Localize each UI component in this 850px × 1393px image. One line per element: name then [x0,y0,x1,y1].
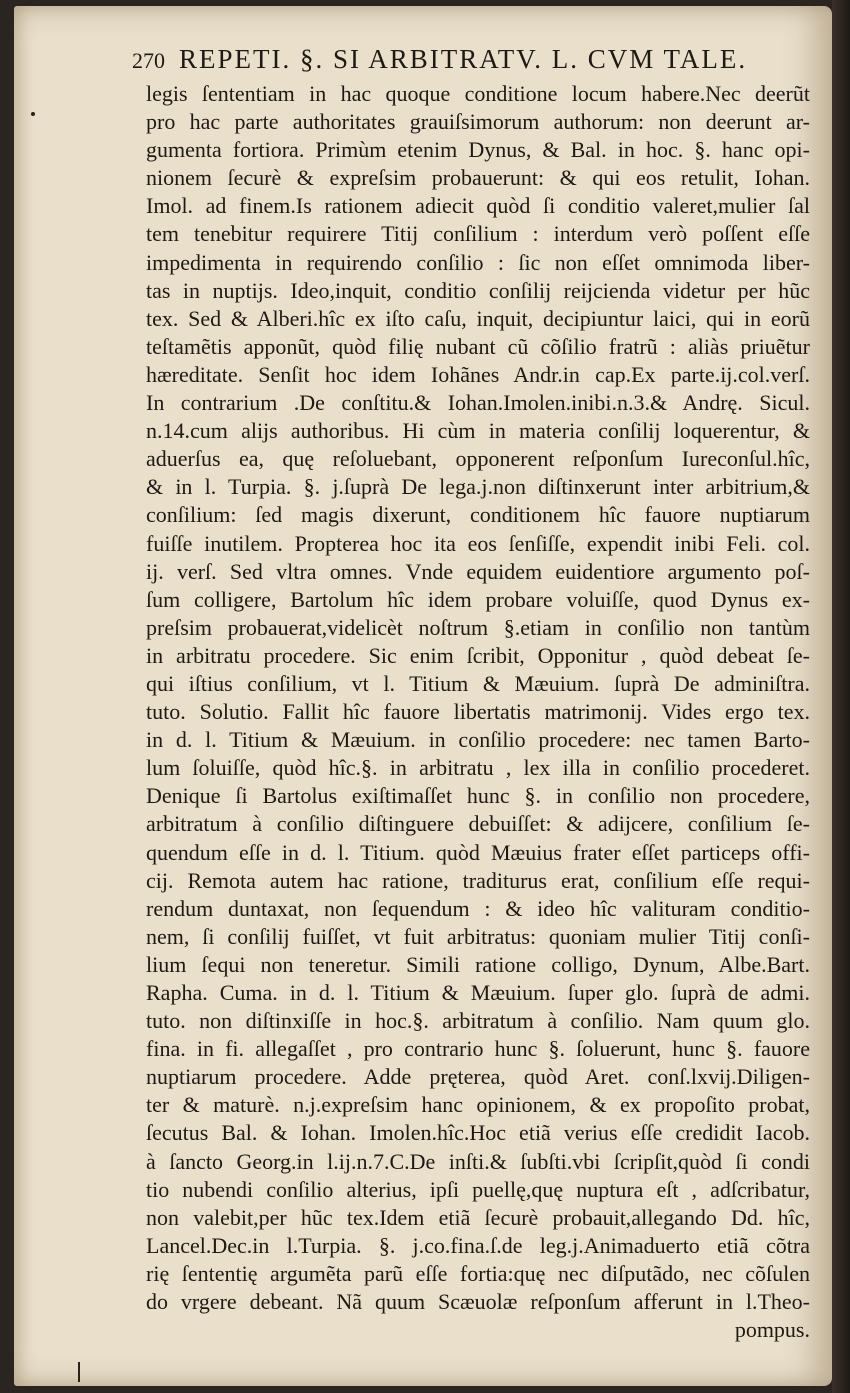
text-line: cij. Remota autem hac ratione, traditurus erat, conſilium eſſe requi- [146,867,810,893]
text-line: rię ſententię argumẽta parũ eſſe fortia:quę nec diſputãdo, nec cõſulen [146,1260,810,1286]
text-line: quendum eſſe in d. l. Titium. quòd Mæuius frater eſſet particeps offi- [146,839,810,865]
text-line: rendum duntaxat, non ſequendum : & ideo hîc valituram conditio- [146,895,810,921]
text-line: hæreditate. Senſit hoc idem Iohãnes Andr.in cap.Ex parte.ij.col.verſ. [146,361,810,387]
text-line: qui iſtius conſilium, vt l. Titium & Mæuium. ſuprà De adminiſtra. [146,670,810,696]
text-line: arbitratum à conſilio diſtinguere debuiſſet: & adijcere, conſilium ſe- [146,811,810,837]
gutter-mark [78,1362,86,1382]
text-line: fuiſſe inutilem. Propterea hoc ita eos ſenſiſſe, expendit inibi Feli. col. [146,530,810,556]
text-line: tex. Sed & Alberi.hîc ex iſto caſu, inquit, decipiuntur laici, qui in eorũ [146,305,810,331]
text-line: Lancel.Dec.in l.Turpia. §. j.co.fina.ſ.de leg.j.Animaduerto etiã cõtra [146,1232,810,1258]
text-line: conſilium: ſed magis dixerunt, conditionem hîc fauore nuptiarum [146,502,810,528]
ink-dot [31,112,35,116]
text-line: Rapha. Cuma. in d. l. Titium & Mæuium. ſuper glo. ſuprà de admi. [146,980,810,1005]
text-line: fina. in fi. allegaſſet , pro contrario hunc §. ſoluerunt, hunc §. fauore [146,1036,810,1062]
text-line: aduerſus ea, quę reſoluebant, opponerent reſponſum Iureconſul.hîc, [146,446,810,472]
book-edge [832,0,850,1393]
text-line: legis ſententiam in hac quoque conditione locum habere.Nec deerũt [146,81,810,106]
text-line: in arbitratu procedere. Sic enim ſcribit, Opponitur , quòd debeat ſe- [146,642,810,668]
text-line: gumenta fortiora. Primùm etenim Dynus, & Bal. in hoc. §. hanc opi- [146,137,810,163]
text-line: tuto. non diſtinxiſſe in hoc.§. arbitratum à conſilio. Nam quum glo. [146,1008,810,1034]
text-line: n.14.cum alijs authoribus. Hi cùm in materia conſilij loquerentur, & [146,418,810,444]
text-line: nuptiarum procedere. Adde pręterea, quòd Aret. conſ.lxvij.Diligen- [146,1064,810,1090]
text-line: ij. verſ. Sed vltra omnes. Vnde equidem euidentiore argumento poſ- [146,558,810,584]
running-title: REPETI. §. SI ARBITRATV. L. CVM TALE. [179,44,748,74]
text-line: tem tenebitur requirere Titij conſilium : interdum verò poſſent eſſe [146,221,810,247]
text-line: teſtamẽtis apponũt, quòd filię nubant cũ cõſilio fratrũ : aliàs priuẽtur [146,333,810,359]
text-line: pro hac parte authoritates grauiſsimorum authorum: non deerunt ar- [146,109,810,135]
text-line: lum ſoluiſſe, quòd hîc.§. in arbitratu , lex illa in conſilio procederet. [146,755,810,781]
text-line: In contrarium .De conſtitu.& Iohan.Imolen.inibi.n.3.& Andrę. Sicul. [146,390,810,416]
body-text [146,80,810,1344]
running-header [132,44,812,75]
text-line: non valebit,per hũc tex.Idem etiã ſecurè probauit,allegando Dd. hîc, [146,1204,810,1230]
page-number: 270 [132,48,165,73]
text-line: nionem ſecurè & expreſsim probauerunt: & qui eos retulit, Iohan. [146,165,810,191]
text-line: tas in nuptijs. Ideo,inquit, conditio conſilij reijcienda videtur per hũc [146,277,810,303]
catchword: pompus. [734,1317,810,1343]
text-line: tio nubendi conſilio alterius, ipſi puellę,quę nuptura eſt , adſcribatur, [146,1176,810,1202]
text-line: impedimenta in requirendo conſilio : ſic non eſſet omnimoda liber- [146,249,810,275]
text-line: in d. l. Titium & Mæuium. in conſilio procedere: nec tamen Barto- [146,727,810,753]
text-line: ter & maturè. n.j.expreſsim hanc opinionem, & ex propoſito probat, [146,1092,810,1118]
text-line: ſecutus Bal. & Iohan. Imolen.hîc.Hoc etiã verius eſſe credidit Iacob. [146,1120,810,1146]
text-line: à ſancto Georg.in l.ij.n.7.C.De inſti.& ſubſti.vbi ſcripſit,quòd ſi condi [146,1148,810,1174]
text-line: tuto. Solutio. Fallit hîc fauore libertatis matrimonij. Vides ergo tex. [146,699,810,725]
text-line: ſum colligere, Bartolum hîc idem probare voluiſſe, quod Dynus ex- [146,586,810,612]
text-line: Denique ſi Bartolus exiſtimaſſet hunc §. in conſilio non procedere, [146,783,810,809]
text-line: lium ſequi non teneretur. Simili ratione colligo, Dynum, Albe.Bart. [146,951,810,977]
text-line: do vrgere debeant. Nã quum Scæuolæ reſponſum afferunt in l.Theo- [146,1289,810,1315]
text-line: Imol. ad finem.Is rationem adiecit quòd ſi conditio valeret,mulier ſal [146,193,810,219]
text-line: nem, ſi conſilij fuiſſet, vt fuit arbitratus: quoniam mulier Titij conſi- [146,923,810,949]
text-line: & in l. Turpia. §. j.ſuprà De lega.j.non diſtinxerunt inter arbitrium,& [146,474,810,500]
text-line: preſsim probauerat,videlicèt noſtrum §.etiam in conſilio non tantùm [146,614,810,640]
